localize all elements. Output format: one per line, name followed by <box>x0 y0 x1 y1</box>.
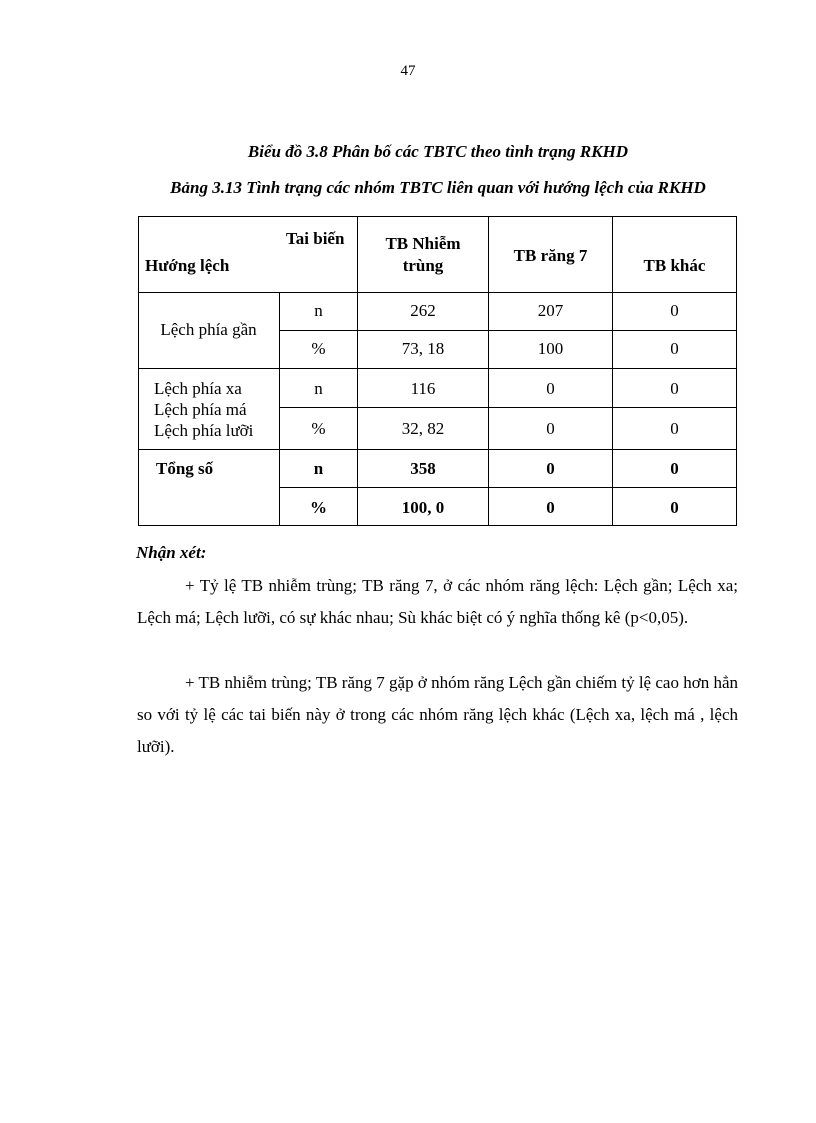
row2-stat: % <box>311 339 326 358</box>
row2-c3: 0 <box>670 339 679 358</box>
row6-stat: % <box>310 498 327 517</box>
row1-stat: n <box>314 301 323 320</box>
row3-c3: 0 <box>670 379 679 398</box>
data-table <box>138 216 737 526</box>
table-border-bottom <box>138 525 737 526</box>
row6-c2: 0 <box>546 498 555 517</box>
row-divider-5 <box>279 487 737 488</box>
header-col1-line2: trùng <box>402 256 444 275</box>
header-col3: TB khác <box>643 256 706 275</box>
row3-c2: 0 <box>546 379 555 398</box>
row2-c1: 73, 18 <box>401 339 445 358</box>
row6-c3: 0 <box>670 498 679 517</box>
remarks-paragraph-1: + Tỷ lệ TB nhiễm trùng; TB răng 7, ở các nhóm răng lệch: Lệch gần; Lệch xa; Lệch má; Lệch lưỡi, có sự khác nhau; Sù khác biệt có ý nghĩa thống kê (p<0,05). <box>137 576 738 627</box>
row1-c3: 0 <box>670 301 679 320</box>
group-label-tong-so: Tổng số <box>156 459 214 478</box>
group-divider-1 <box>138 368 737 369</box>
table-caption: Bảng 3.13 Tình trạng các nhóm TBTC liên quan với hướng lệch của RKHD <box>170 178 706 197</box>
header-huong-lech: Hướng lệch <box>145 256 230 275</box>
figure-caption: Biểu đồ 3.8 Phân bố các TBTC theo tình trạng RKHD <box>247 142 629 161</box>
row3-stat: n <box>314 379 323 398</box>
row5-c1: 358 <box>410 459 436 478</box>
group-divider-2 <box>138 449 737 450</box>
row5-c2: 0 <box>546 459 555 478</box>
remarks-paragraph-2: + TB nhiễm trùng; TB răng 7 gặp ở nhóm răng Lệch gần chiếm tỷ lệ cao hơn hẳn so với tỷ lệ các tai biến này ở trong các nhóm răng lệch khác (Lệch xa, lệch má , lệch lưỡi). <box>137 673 738 756</box>
header-divider <box>138 292 737 293</box>
header-col1-line1: TB Nhiễm <box>385 234 461 253</box>
row4-stat: % <box>311 419 326 438</box>
row6-c1: 100, 0 <box>401 498 445 517</box>
group-label-lech-ma: Lệch phía má <box>154 400 247 419</box>
table-border-top <box>138 216 737 217</box>
table-border-left <box>138 216 139 526</box>
group-label-lech-xa: Lệch phía xa <box>154 379 242 398</box>
row5-stat: n <box>313 459 324 478</box>
table-border-right <box>736 216 737 526</box>
header-col2: TB răng 7 <box>513 246 588 265</box>
row3-c1: 116 <box>410 379 436 398</box>
row-divider-3 <box>279 407 737 408</box>
page-number: 47 <box>400 63 416 79</box>
group-label-lech-gan: Lệch phía gần <box>160 320 257 339</box>
row2-c2: 100 <box>537 339 564 358</box>
row-divider-1 <box>279 330 737 331</box>
row4-c3: 0 <box>670 419 679 438</box>
row5-c3: 0 <box>670 459 679 478</box>
header-tai-bien: Tai biến <box>286 229 345 248</box>
group-label-lech-luoi: Lệch phía lưỡi <box>154 421 254 440</box>
row4-c2: 0 <box>546 419 555 438</box>
col-divider-label <box>279 292 280 526</box>
row1-c2: 207 <box>537 301 564 320</box>
remarks-title: Nhận xét: <box>136 543 207 562</box>
row4-c1: 32, 82 <box>401 419 445 438</box>
row1-c1: 262 <box>410 301 436 320</box>
